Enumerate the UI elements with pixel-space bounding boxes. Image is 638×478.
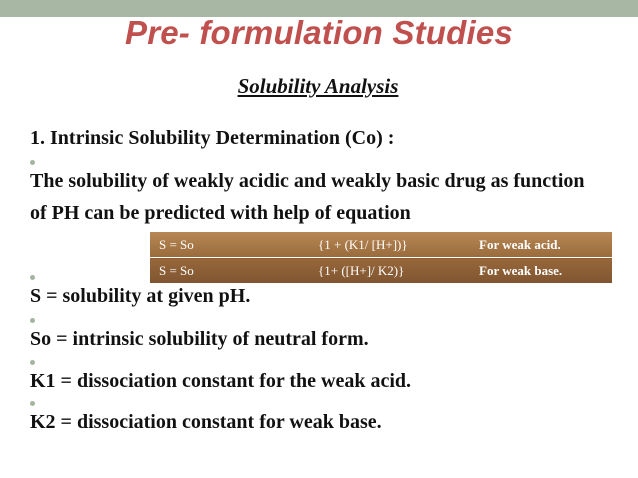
equation-rhs: {1+ ([H+]/ K2)} (309, 258, 470, 284)
bullet-dot (30, 360, 35, 365)
equation-note: For weak base. (470, 258, 612, 284)
definition-k2: K2 = dissociation constant for weak base. (30, 411, 382, 433)
bullet-dot (30, 275, 35, 280)
equation-lhs: S = So (150, 258, 309, 284)
slide-title: Pre- formulation Studies (124, 14, 513, 51)
slide-subtitle: Solubility Analysis (237, 74, 399, 98)
equation-rhs: {1 + (K1/ [H+])} (309, 232, 470, 258)
definition-s: S = solubility at given pH. (30, 285, 251, 307)
bullet-dot (30, 401, 35, 406)
equation-table (150, 232, 612, 283)
definition-k1: K1 = dissociation constant for the weak acid. (30, 370, 412, 392)
intro-text-line-2: of PH can be predicted with help of equation (30, 202, 411, 224)
bullet-dot (30, 160, 35, 165)
section-heading: 1. Intrinsic Solubility Determination (Co) : (30, 127, 395, 149)
definition-so: So = intrinsic solubility of neutral form. (30, 328, 369, 350)
bullet-dot (30, 318, 35, 323)
equation-lhs: S = So (150, 232, 309, 258)
intro-text-line-1: The solubility of weakly acidic and weakly basic drug as function (30, 170, 585, 192)
equation-note: For weak acid. (470, 232, 612, 258)
equation-row-weak-acid (150, 232, 612, 258)
equation-row-weak-base (150, 258, 612, 284)
